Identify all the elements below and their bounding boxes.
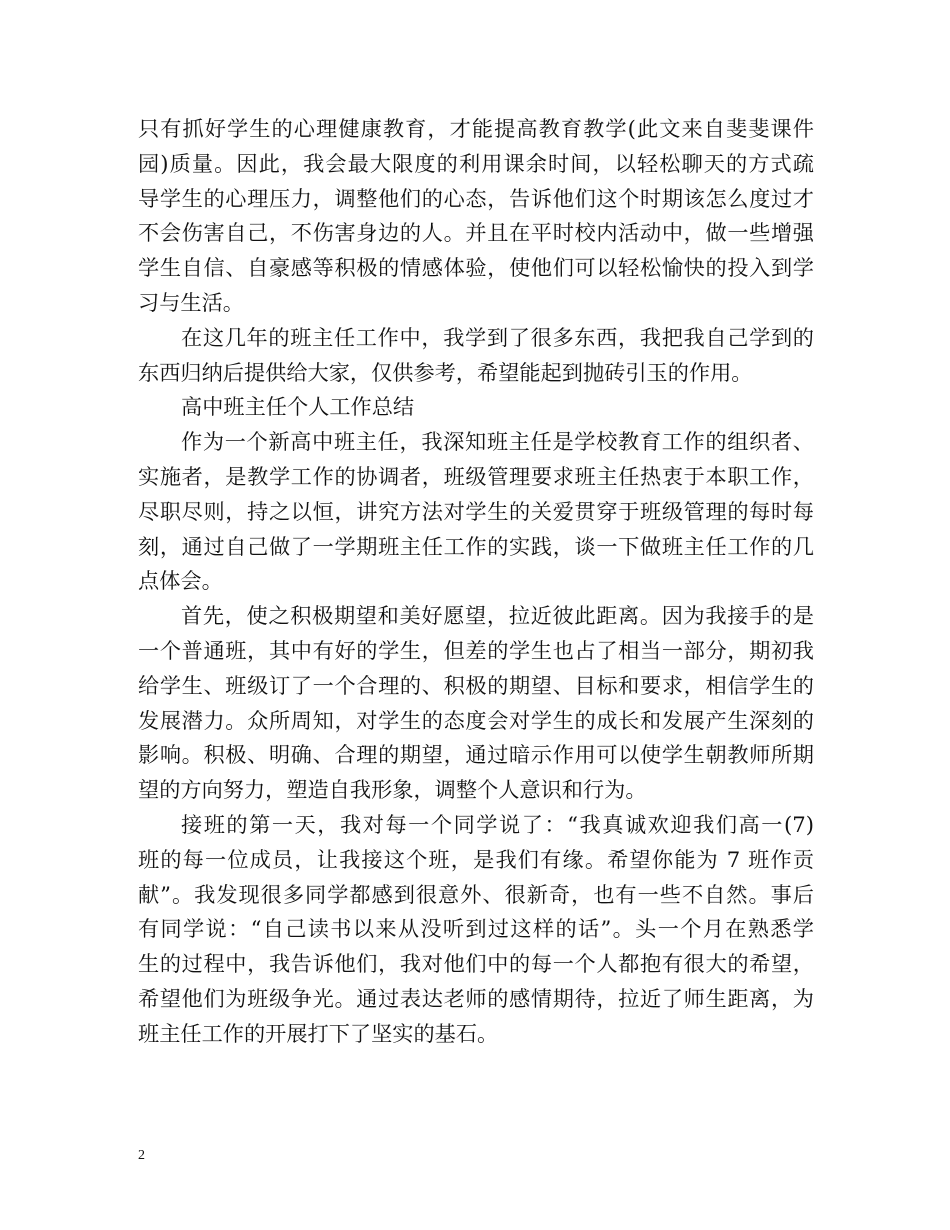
- text-line: 给学生、班级订了一个合理的、积极的期望、目标和要求，相信学生的: [138, 672, 814, 698]
- text-line: 导学生的心理压力，调整他们的心态，告诉他们这个时期该怎么度过才: [138, 185, 814, 211]
- text-line: 望的方向努力，塑造自我形象，调整个人意识和行为。: [138, 777, 647, 803]
- text-line: 生的过程中，我告诉他们，我对他们中的每一个人都抱有很大的希望，: [138, 951, 814, 977]
- text-line: 在这几年的班主任工作中，我学到了很多东西，我把我自己学到的: [181, 324, 814, 350]
- text-line: 发展潜力。众所周知，对学生的态度会对学生的成长和发展产生深刻的: [138, 707, 814, 733]
- text-line: 班主任工作的开展打下了坚实的基石。: [138, 1020, 499, 1046]
- section-heading: 高中班主任个人工作总结: [181, 394, 415, 420]
- body-text: [138, 112, 814, 1052]
- text-line: 只有抓好学生的心理健康教育，才能提高教育教学(此文来自斐斐课件: [138, 116, 814, 141]
- text-line: 东西归纳后提供给大家，仅供参考，希望能起到抛砖引玉的作用。: [138, 359, 753, 385]
- text-line: 作为一个新高中班主任，我深知班主任是学校教育工作的组织者、: [181, 429, 814, 455]
- text-line: 点体会。: [138, 568, 223, 594]
- text-line: 希望他们为班级争光。通过表达老师的感情期待，拉近了师生距离，为: [138, 985, 814, 1011]
- text-line: 园)质量。因此，我会最大限度的利用课余时间，以轻松聊天的方式疏: [138, 150, 814, 176]
- text-line: 学生自信、自豪感等积极的情感体验，使他们可以轻松愉快的投入到学: [138, 255, 814, 281]
- text-line: 刻，通过自己做了一学期班主任工作的实践，谈一下做班主任工作的几: [138, 533, 814, 559]
- text-line: 首先，使之积极期望和美好愿望，拉近彼此距离。因为我接手的是: [181, 603, 814, 629]
- text-line: 班的每一位成员，让我接这个班，是我们有缘。希望你能为 7 班作贡: [138, 846, 814, 872]
- text-line: 影响。积极、明确、合理的期望，通过暗示作用可以使学生朝教师所期: [138, 742, 814, 768]
- text-line: 献”。我发现很多同学都感到很意外、很新奇，也有一些不自然。事后: [138, 881, 814, 907]
- text-line: 不会伤害自己，不伤害身边的人。并且在平时校内活动中，做一些增强: [138, 220, 814, 246]
- page-number: 2: [138, 1148, 145, 1163]
- text-line: 接班的第一天，我对每一个同学说了：“我真诚欢迎我们高一(7): [181, 811, 814, 837]
- text-line: 有同学说：“自己读书以来从没听到过这样的话”。头一个月在熟悉学: [138, 916, 814, 942]
- text-line: 尽职尽则，持之以恒，讲究方法对学生的关爱贯穿于班级管理的每时每: [138, 498, 814, 524]
- text-line: 习与生活。: [138, 289, 244, 315]
- text-line: 一个普通班，其中有好的学生，但差的学生也占了相当一部分，期初我: [138, 637, 814, 663]
- text-line: 实施者，是教学工作的协调者，班级管理要求班主任热衷于本职工作，: [138, 463, 814, 489]
